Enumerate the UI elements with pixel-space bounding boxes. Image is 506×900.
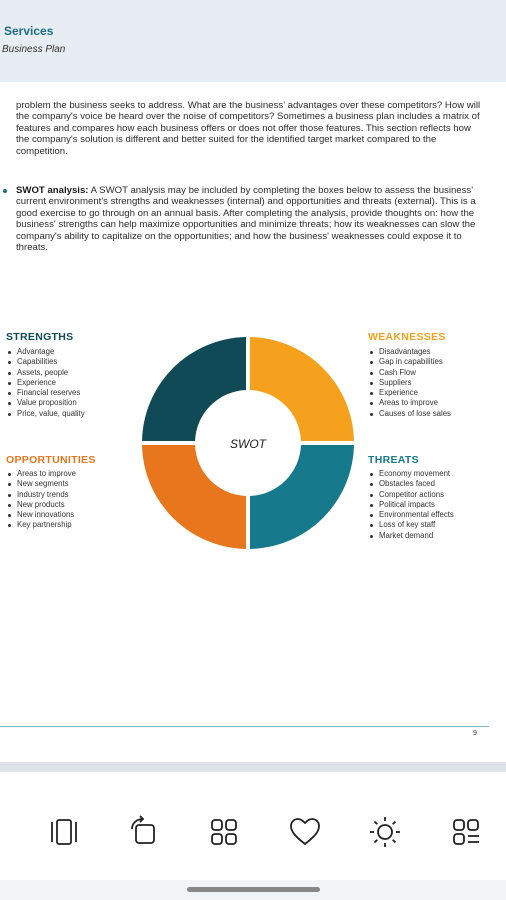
list-item: Experience [368,388,451,398]
list-item: Key partnership [6,520,76,530]
page-number: 9 [473,730,477,737]
favorite-heart-icon [288,815,322,849]
document-header [0,0,506,82]
list-item: Competitor actions [368,490,454,500]
opportunities-segment [142,445,246,549]
strengths-title: STRENGTHS [6,331,74,343]
list-item: Price, value, quality [6,409,85,419]
bottom-toolbar [0,772,506,900]
list-item: Experience [6,378,85,388]
page-gap [0,762,506,772]
bullet-dot [3,189,7,193]
list-item: Assets, people [6,368,85,378]
document-subtitle: Business Plan [2,44,66,55]
grid-view-button[interactable] [204,812,244,852]
swot-bullet-label: SWOT analysis: [16,185,89,196]
threats-segment [250,445,354,549]
swot-center-label: SWOT [230,437,266,451]
strengths-segment [142,337,246,441]
list-item: Cash Flow [368,368,451,378]
brightness-button[interactable] [365,812,405,852]
home-indicator[interactable] [187,887,320,892]
swot-bullet-paragraph [16,185,481,253]
list-item: Obstacles faced [368,479,454,489]
thumbnails-list-button[interactable] [446,812,486,852]
list-item: Financial reserves [6,388,85,398]
pages-button[interactable] [44,812,84,852]
list-item: Capabilities [6,357,85,367]
home-bar [0,880,506,900]
rotate-button[interactable] [124,812,164,852]
list-item: Gap in capabilities [368,357,451,367]
list-item: Market demand [368,531,454,541]
list-item: Value proposition [6,398,85,408]
document-title: Services [4,24,54,38]
list-item: Disadvantages [368,347,451,357]
weaknesses-title: WEAKNESSES [368,331,446,343]
list-item: Causes of lose sales [368,409,451,419]
opportunities-list [6,469,76,531]
brightness-icon [368,815,402,849]
list-item: Areas to improve [368,398,451,408]
list-item: Economy movement [368,469,454,479]
swot-donut-chart [140,335,356,551]
strengths-list [6,347,85,419]
pages-icon [47,815,81,849]
list-item: New innovations [6,510,76,520]
grid-view-icon [207,815,241,849]
list-item: Political impacts [368,500,454,510]
list-item: Loss of key staff [368,520,454,530]
footer-divider [0,726,489,727]
document-page [0,82,506,762]
list-item: Environmental effects [368,510,454,520]
list-item: New products [6,500,76,510]
weaknesses-list [368,347,451,419]
weaknesses-segment [250,337,354,441]
favorite-button[interactable] [285,812,325,852]
list-item: New segments [6,479,76,489]
list-item: Advantage [6,347,85,357]
thumbnails-list-icon [449,815,483,849]
opportunities-title: OPPORTUNITIES [6,454,96,466]
threats-title: THREATS [368,454,419,466]
list-item: Areas to improve [6,469,76,479]
body-paragraph: problem the business seeks to address. What are the business’ advantages over these competitors? How will the company's voice be heard over the noise of competitors? Sometimes a business plan includes a matrix of features and compares how each business offers or does not offer those features. This section reflects how the company's solution is different and better suited for the identified target market compared to the competition. [16,100,481,157]
list-item: Industry trends [6,490,76,500]
rotate-icon [127,815,161,849]
swot-bullet-text: A SWOT analysis may be included by completing the boxes below to assess the business' current environment's strengths and weaknesses (internal) and opportunities and threats (external). This is a good exercise to go through on an annual basis. After completing the analysis, provide thoughts on: how the business' strengths can help maximize opportunities and minimize threats; how its weaknesses can slow the company's ability to capitalize on the opportunities; and how the business' weaknesses could expose it to threats. [16,185,476,254]
list-item: Suppliers [368,378,451,388]
threats-list [368,469,454,541]
